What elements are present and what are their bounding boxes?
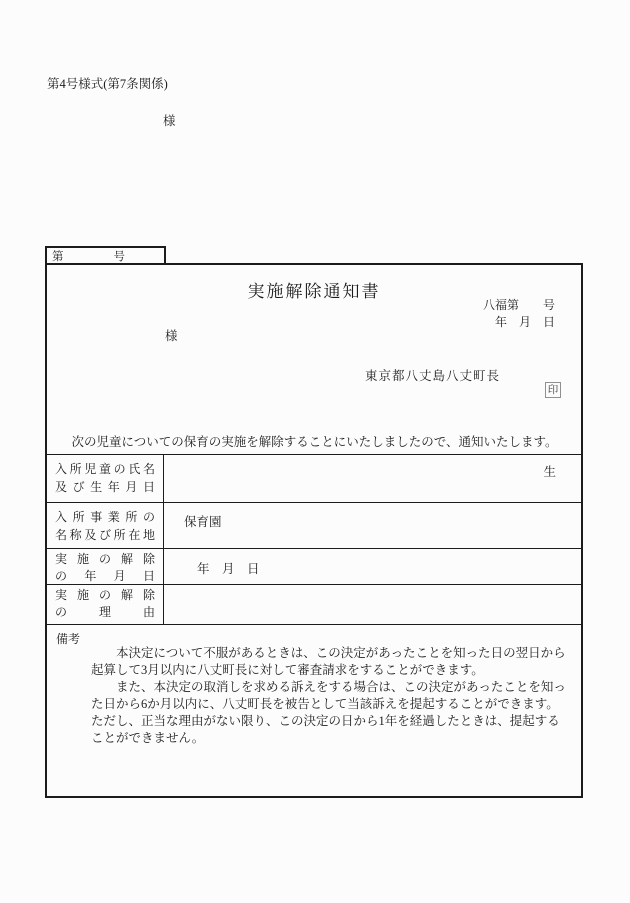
table-row-child-name xyxy=(47,454,581,502)
remarks-line: ことができません。 xyxy=(91,731,205,745)
sender-title: 東京都八丈島八丈町長 xyxy=(365,369,501,383)
remarks-heading: 備考 xyxy=(56,632,81,646)
row-value-cancellation-reason xyxy=(164,585,581,624)
date-line: 年 月 日 xyxy=(494,315,555,329)
table-row-facility xyxy=(47,502,581,548)
remarks-section xyxy=(47,624,581,796)
addressee-honorific-top: 様 xyxy=(163,114,176,128)
row-label: 実施の解除 の理由 xyxy=(47,585,164,624)
reference-number-line: 八福第 号 xyxy=(482,298,555,312)
notice-form-box xyxy=(45,263,583,798)
notice-body-sentence: 次の児童についての保育の実施を解除することにいたしましたので、通知いたします。 xyxy=(59,435,558,449)
date-placeholder: 年 月 日 xyxy=(197,562,260,576)
number-prefix: 第 xyxy=(52,251,64,263)
row-label: 入所児童の氏名 及び生年月日 xyxy=(47,455,164,502)
table-row-cancellation-date xyxy=(47,548,581,584)
document-title: 実施解除通知書 xyxy=(247,282,381,301)
remarks-line: 起算して3月以内に八丈町長に対して審査請求をすることができます。 xyxy=(91,663,484,677)
form-number-label: 第4号様式(第7条関係) xyxy=(47,77,168,91)
remarks-line: た日から6か月以内に、八丈町長を被告として当該訴えを提起することができます。 xyxy=(91,697,559,711)
remarks-text xyxy=(91,645,569,747)
number-suffix: 号 xyxy=(113,251,125,263)
row-label: 実施の解除 の年月日 xyxy=(47,549,164,584)
remarks-line: 本決定について不服があるときは、この決定があったことを知った日の翌日から xyxy=(116,646,566,660)
remarks-line: また、本決定の取消しを求める訴えをする場合は、この決定があったことを知っ xyxy=(116,680,566,694)
notice-header xyxy=(47,265,581,454)
birth-suffix-label: 生 xyxy=(543,465,556,479)
row-value-facility xyxy=(164,503,581,548)
document-number-box xyxy=(45,246,166,264)
row-label: 入所事業所の 名称及び所在地 xyxy=(47,503,164,548)
remarks-line: ただし、正当な理由がない限り、この決定の日から1年を経過したときは、提起する xyxy=(91,714,560,728)
row-value-cancellation-date xyxy=(164,549,581,584)
table-row-cancellation-reason xyxy=(47,584,581,624)
seal-placeholder: 印 xyxy=(545,382,561,398)
nursery-label: 保育園 xyxy=(184,515,222,529)
addressee-honorific: 様 xyxy=(165,329,178,343)
row-value-child-name xyxy=(164,455,581,502)
